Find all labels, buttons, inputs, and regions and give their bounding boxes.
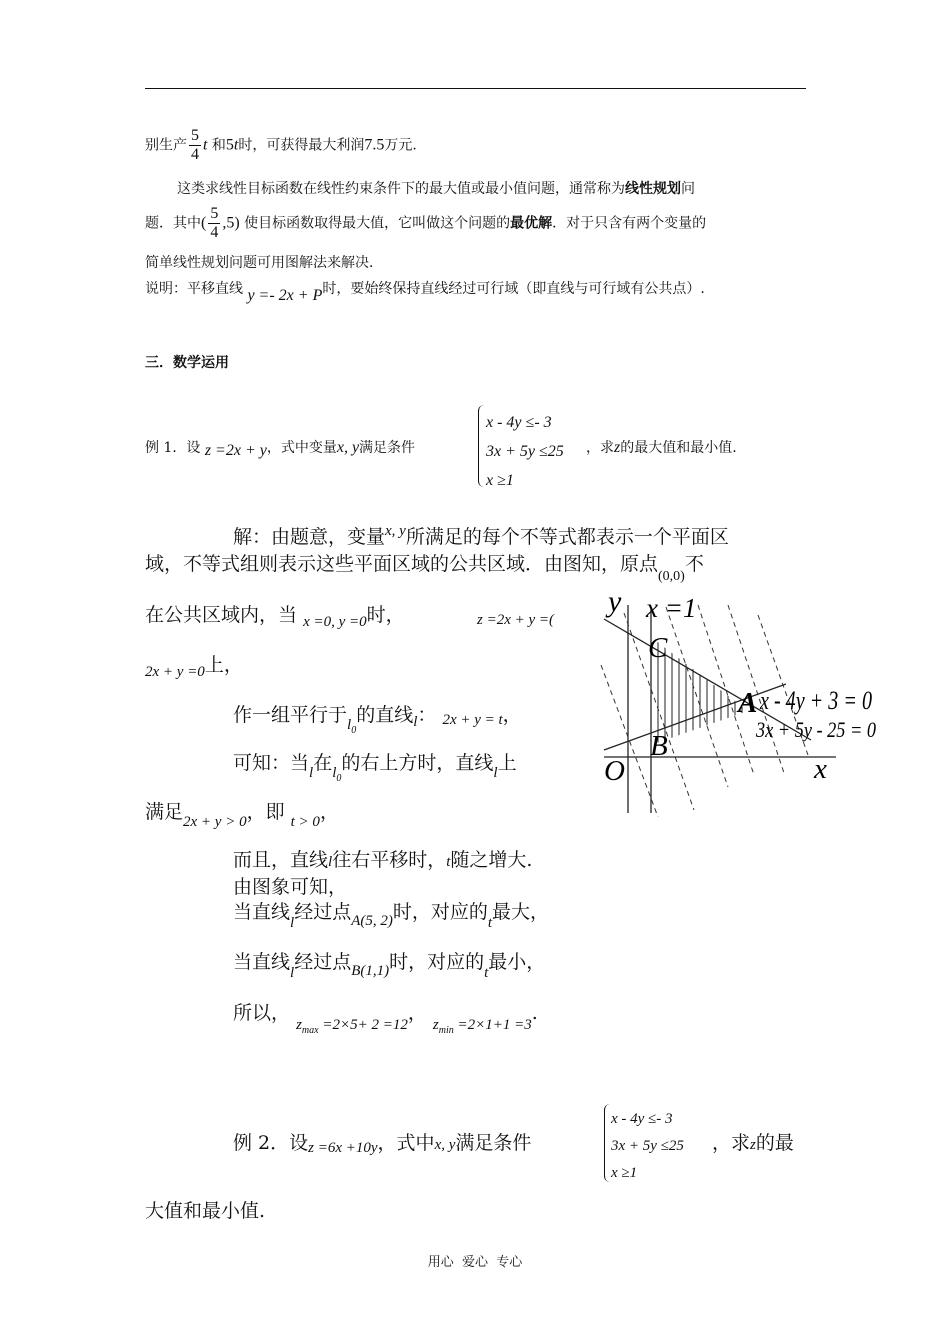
var-l: l — [347, 717, 352, 733]
fraction — [208, 206, 220, 241]
var-l: l — [332, 765, 337, 781]
constraint: 3x + 5y ≤25 — [486, 443, 564, 460]
l0-symbol — [347, 717, 357, 736]
text: 当直线 — [233, 901, 291, 923]
origin-point: (0,0) — [658, 569, 685, 584]
text: ，求 — [712, 1132, 751, 1154]
header-rule — [145, 88, 806, 89]
equation: =2×5+ 2 =12 — [322, 1017, 408, 1033]
text: 不 — [684, 553, 704, 575]
paragraph-linear-programming — [177, 178, 695, 198]
subscript-0: 0 — [351, 725, 357, 736]
example-1-tail — [586, 437, 737, 457]
text: ，式中变量 — [266, 440, 337, 456]
text: 万元. — [384, 137, 417, 154]
text: 的右上方时，直线 — [341, 752, 494, 774]
text: ： — [417, 704, 437, 726]
text: 满足条件 — [359, 440, 416, 456]
subscript-0: 0 — [336, 773, 342, 784]
text: ，即 — [246, 801, 285, 823]
equation: 2x + y =0 — [145, 664, 205, 680]
text: 使目标函数取得最大值，它叫做这个问题的 — [244, 215, 511, 232]
text: 上 — [497, 752, 517, 774]
line2-label: 3x + 5y - 25 = 0 — [755, 717, 876, 742]
text: 满足 — [145, 801, 184, 823]
paragraph-profit — [145, 128, 417, 163]
var-l: l — [413, 714, 418, 730]
fraction — [189, 128, 201, 163]
text: 最大， — [492, 901, 550, 923]
point-A: A(5, 2) — [351, 913, 393, 929]
feasible-region-figure — [596, 585, 886, 820]
text: 别生产 — [145, 137, 187, 154]
point-A-label: A — [738, 687, 758, 719]
constraint-system-2 — [611, 1106, 684, 1187]
equation-truncated: z =2x + y =( — [477, 612, 555, 628]
var-t: t — [487, 915, 493, 931]
line1-label: x - 4y + 3 = 0 — [759, 686, 872, 715]
var-z: z — [432, 1017, 439, 1033]
solution-line-6 — [233, 748, 578, 784]
var-l: l — [309, 765, 314, 781]
text: 的最大值和最小值. — [620, 440, 737, 456]
point-tail: ,5) — [222, 214, 240, 232]
point-C-label: C — [648, 632, 668, 664]
denominator: 4 — [191, 146, 199, 163]
text: 作一组平行于 — [233, 704, 348, 726]
example-2 — [233, 1128, 531, 1155]
objective: z =6x +10y — [308, 1140, 378, 1156]
subscript-min: min — [438, 1025, 454, 1036]
text: 往右平移时， — [332, 849, 447, 871]
period: . — [531, 1002, 538, 1024]
subscript-max: max — [301, 1025, 319, 1036]
text: 和 — [211, 137, 226, 154]
numerator: 5 — [210, 205, 219, 222]
text: 最小， — [488, 951, 546, 973]
equation: =2×1+1 =3 — [457, 1017, 532, 1033]
paragraph-note — [145, 278, 705, 304]
x-axis-label: x — [814, 753, 827, 785]
solution-line-3 — [145, 600, 405, 630]
solution-line-1 — [233, 522, 729, 549]
denominator: 4 — [210, 224, 219, 241]
var-t: t — [233, 136, 239, 154]
text: 这类求线性目标函数在线性约束条件下的最大值或最小值问题，通常称为 — [177, 181, 625, 197]
example-2-line-2: 大值和最小值. — [145, 1200, 266, 1222]
inequality: 2x + y > 0 — [183, 814, 247, 830]
comma: ， — [407, 1002, 427, 1024]
term-linear-programming: 线性规划 — [625, 181, 681, 197]
text: 随之增大. — [450, 849, 533, 871]
solution-line-12 — [233, 998, 538, 1036]
equation: x =0, y =0 — [303, 614, 367, 630]
number: 7.5 — [364, 136, 385, 154]
solution-line-4 — [145, 650, 243, 680]
variables: x, y — [385, 523, 406, 539]
text: 时，对应的 — [392, 901, 488, 923]
text: 经过点 — [294, 951, 352, 973]
text: 所以， — [233, 1002, 291, 1024]
paren: ( — [201, 214, 207, 232]
zmax — [296, 1017, 408, 1036]
constraint-brace — [604, 1104, 611, 1182]
example-2-tail — [712, 1128, 794, 1155]
paragraph-optimal-solution — [145, 206, 706, 241]
term-optimal-solution: 最优解 — [510, 215, 553, 232]
inequality: t > 0 — [290, 814, 320, 830]
var-z: z — [614, 439, 621, 456]
origin-label: O — [604, 755, 625, 787]
l0-symbol — [332, 765, 342, 784]
text: 时，要始终保持直线经过可行域（即直线与可行域有公共点）. — [322, 281, 705, 297]
text: 题．其中 — [145, 215, 201, 232]
solution-line-5: 作一组平行于$_{l_0}$的直线$_l$： 2x + y = t， — [233, 704, 522, 736]
text: 说明：平移直线 — [145, 281, 243, 297]
constraint-system-1 — [486, 408, 564, 495]
line-x1-label: x =1 — [646, 593, 697, 623]
point-B: B(1,1) — [351, 963, 390, 979]
y-axis-label: y — [608, 585, 622, 618]
var-z: z — [296, 1017, 302, 1033]
point-B-label: B — [650, 730, 668, 762]
text: ，求 — [586, 440, 614, 456]
var-t: t — [484, 965, 489, 981]
text: ．对于只含有两个变量的 — [552, 215, 707, 232]
text: 时， — [366, 604, 405, 626]
text: ，式中 — [377, 1132, 435, 1154]
zmin — [432, 1017, 532, 1036]
text: 问 — [681, 181, 695, 197]
text: 可知：当 — [233, 752, 310, 774]
constraint: x ≥1 — [486, 472, 514, 489]
constraint: x - 4y ≤- 3 — [486, 414, 552, 431]
var-l: l — [493, 765, 498, 781]
var-t: t — [446, 854, 451, 870]
text: 满足条件 — [455, 1132, 532, 1154]
var-z: z — [750, 1137, 756, 1153]
text: 的直线 — [356, 704, 414, 726]
text: 域，不等式组则表示这些平面区域的公共区域．由图知，原点 — [145, 553, 659, 575]
text: 时，可获得最大利润 — [238, 137, 365, 154]
var-l: l — [328, 854, 333, 870]
text: 经过点 — [294, 901, 352, 923]
paragraph-graphical-method: 简单线性规划问题可用图解法来解决． — [145, 255, 383, 271]
solution-line-7 — [145, 797, 339, 830]
feasible-region-hatch — [658, 625, 742, 755]
text: 在公共区域内，当 — [145, 604, 298, 626]
variables: x, y — [434, 1137, 456, 1153]
var-t: t — [203, 136, 208, 154]
text: 而且，直线 — [233, 849, 329, 871]
var-l: l — [290, 965, 295, 981]
solution-line-2 — [145, 549, 704, 584]
variables: x, y — [336, 439, 360, 456]
section-heading: 三．数学运用 — [145, 355, 229, 371]
example-1 — [145, 437, 415, 457]
equation: 2x + y = t — [442, 712, 503, 728]
text: 时，对应的 — [389, 951, 485, 973]
var-l: l — [290, 915, 295, 931]
constraint: x - 4y ≤- 3 — [611, 1111, 673, 1127]
constraint-brace — [478, 405, 485, 487]
solution-line-11 — [233, 947, 546, 981]
text: 所满足的每个不等式都表示一个平面区 — [405, 526, 729, 548]
objective: z =2x + y — [204, 442, 267, 459]
text: 例 1．设 — [145, 440, 201, 456]
text: 在 — [313, 752, 333, 774]
text: 的最 — [755, 1132, 794, 1154]
text: 上， — [204, 654, 243, 676]
number: 5 — [225, 136, 234, 154]
text: 当直线 — [233, 951, 291, 973]
constraint: x ≥1 — [611, 1165, 638, 1181]
page-footer: 用心 爱心 专心 — [427, 1255, 523, 1270]
solution-line-9: 由图象可知， — [233, 876, 348, 898]
text: 解：由题意，变量 — [233, 526, 386, 548]
solution-line-10 — [233, 897, 550, 931]
text: ， — [319, 801, 339, 823]
text: 例 2．设 — [233, 1132, 309, 1154]
constraint: 3x + 5y ≤25 — [611, 1138, 684, 1154]
solution-line-8 — [233, 845, 532, 872]
numerator: 5 — [191, 127, 199, 144]
equation: y =- 2x + P — [247, 287, 323, 304]
